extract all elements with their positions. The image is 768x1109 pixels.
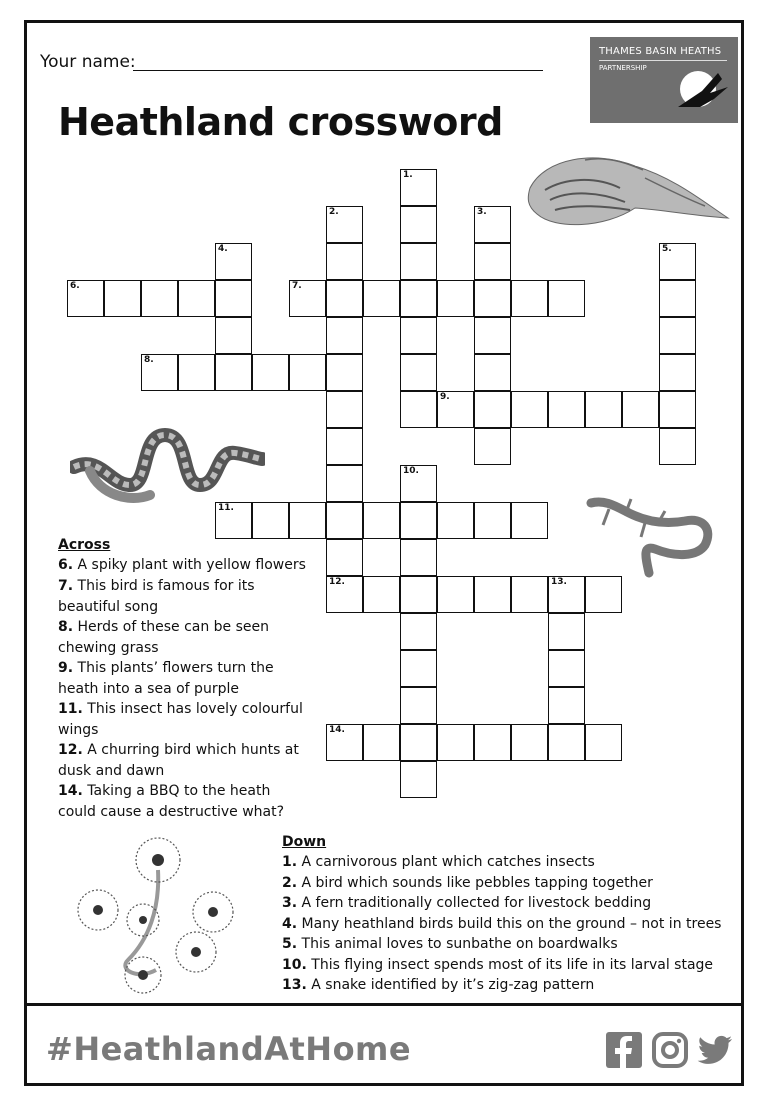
grid-cell[interactable] [326,317,363,354]
down-clue: 3. A fern traditionally collected for livestock bedding [282,895,652,911]
name-label: Your name: [40,52,136,72]
grid-cell[interactable] [474,576,511,613]
grid-cell[interactable] [511,280,548,317]
grid-cell[interactable] [289,280,326,317]
grid-cell[interactable] [511,502,548,539]
grid-cell[interactable] [326,576,363,613]
across-clue: 14. Taking a BBQ to the heath could cause a destructive what? [58,783,285,820]
grid-cell[interactable] [474,502,511,539]
clue-number: 10. [403,466,419,476]
grid-cell[interactable] [104,280,141,317]
grid-cell[interactable] [252,502,289,539]
clue-number: 4. [218,244,228,254]
grid-cell[interactable] [400,687,437,724]
logo-divider [599,60,727,61]
grid-cell[interactable] [252,354,289,391]
grid-cell[interactable] [437,280,474,317]
grid-cell[interactable] [585,724,622,761]
grid-cell[interactable] [400,280,437,317]
across-clue: 8. Herds of these can be seen chewing grass [58,619,270,656]
grid-cell[interactable] [474,317,511,354]
grid-cell[interactable] [215,317,252,354]
clue-number: 8. [144,355,154,365]
grid-cell[interactable] [400,391,437,428]
grid-cell[interactable] [400,613,437,650]
grid-cell[interactable] [363,502,400,539]
grid-cell[interactable] [548,576,585,613]
grid-cell[interactable] [659,317,696,354]
grid-cell[interactable] [141,280,178,317]
grid-cell[interactable] [326,280,363,317]
clue-number: 7. [292,281,302,291]
grid-cell[interactable] [511,391,548,428]
grid-cell[interactable] [511,576,548,613]
grid-cell[interactable] [215,354,252,391]
grid-cell[interactable] [400,243,437,280]
grid-cell[interactable] [548,280,585,317]
grid-cell[interactable] [326,465,363,502]
clue-number: 1. [403,170,413,180]
grid-cell[interactable] [659,354,696,391]
down-clue: 2. A bird which sounds like pebbles tapping together [282,875,653,891]
instagram-icon[interactable] [652,1032,688,1068]
clue-number: 13. [551,577,567,587]
grid-cell[interactable] [326,391,363,428]
grid-cell[interactable] [178,354,215,391]
logo-subtitle: PARTNERSHIP [599,64,647,72]
grid-cell[interactable] [400,354,437,391]
grid-cell[interactable] [326,354,363,391]
grid-cell[interactable] [659,280,696,317]
bird-illustration [525,148,730,228]
grid-cell[interactable] [363,724,400,761]
grid-cell[interactable] [474,206,511,243]
grid-cell[interactable] [474,243,511,280]
grid-cell[interactable] [511,724,548,761]
grid-cell[interactable] [289,354,326,391]
footer-divider [24,1003,744,1006]
grid-cell[interactable] [548,724,585,761]
grid-cell[interactable] [326,502,363,539]
grid-cell[interactable] [585,576,622,613]
grid-cell[interactable] [400,317,437,354]
grid-cell[interactable] [659,243,696,280]
grid-cell[interactable] [548,650,585,687]
across-heading: Across [58,537,111,553]
grid-cell[interactable] [400,169,437,206]
across-clue: 9. This plants’ flowers turn the heath into a sea of purple [58,660,274,697]
grid-cell[interactable] [548,391,585,428]
across-clue: 7. This bird is famous for its beautiful song [58,578,255,615]
grid-cell[interactable] [474,391,511,428]
clue-number: 2. [329,207,339,217]
grid-cell[interactable] [548,687,585,724]
clue-number: 11. [218,503,234,513]
across-clue: 11. This insect has lovely colourful wings [58,701,303,738]
grid-cell[interactable] [437,576,474,613]
down-clue: 1. A carnivorous plant which catches insects [282,854,595,870]
partnership-logo [590,37,738,123]
snake-illustration [70,415,265,505]
clue-number: 12. [329,577,345,587]
grid-cell[interactable] [437,391,474,428]
grid-cell[interactable] [400,761,437,798]
grid-cell[interactable] [178,280,215,317]
grid-cell[interactable] [326,539,363,576]
twitter-icon[interactable] [697,1032,733,1068]
grid-cell[interactable] [215,243,252,280]
grid-cell[interactable] [400,724,437,761]
down-clue: 10. This flying insect spends most of its life in its larval stage [282,957,714,973]
grid-cell[interactable] [474,428,511,465]
down-clue: 5. This animal loves to sunbathe on boardwalks [282,936,618,952]
clue-number: 5. [662,244,672,254]
grid-cell[interactable] [659,391,696,428]
grid-cell[interactable] [659,428,696,465]
grid-cell[interactable] [437,502,474,539]
grid-cell[interactable] [363,576,400,613]
down-clue: 4. Many heathland birds build this on the ground – not in trees [282,916,722,932]
clue-number: 6. [70,281,80,291]
grid-cell[interactable] [141,354,178,391]
grid-cell[interactable] [474,280,511,317]
down-clue: 13. A snake identified by it’s zig-zag pattern [282,977,595,993]
grid-cell[interactable] [474,354,511,391]
grid-cell[interactable] [215,280,252,317]
clue-number: 9. [440,392,450,402]
grid-cell[interactable] [474,724,511,761]
down-heading: Down [282,834,327,850]
grid-cell[interactable] [67,280,104,317]
grid-cell[interactable] [363,280,400,317]
grid-cell[interactable] [585,391,622,428]
name-input-line[interactable] [133,70,543,71]
grid-cell[interactable] [326,243,363,280]
grid-cell[interactable] [400,465,437,502]
clue-number: 14. [329,725,345,735]
grid-cell[interactable] [400,539,437,576]
grid-cell[interactable] [622,391,659,428]
grid-cell[interactable] [437,724,474,761]
grid-cell[interactable] [326,206,363,243]
grid-cell[interactable] [400,502,437,539]
grid-cell[interactable] [400,576,437,613]
grid-cell[interactable] [400,206,437,243]
across-clue: 6. A spiky plant with yellow flowers [58,557,306,573]
lizard-illustration [585,495,715,585]
grid-cell[interactable] [215,502,252,539]
logo-title: THAMES BASIN HEATHS [599,46,722,57]
facebook-icon[interactable] [606,1032,642,1068]
sundew-illustration [68,830,238,995]
grid-cell[interactable] [289,502,326,539]
grid-cell[interactable] [548,613,585,650]
grid-cell[interactable] [326,724,363,761]
page-title: Heathland crossword [58,100,503,144]
clue-number: 3. [477,207,487,217]
across-clue: 12. A churring bird which hunts at dusk and dawn [58,742,299,779]
grid-cell[interactable] [326,428,363,465]
hashtag-footer: #HeathlandAtHome [46,1030,412,1068]
grid-cell[interactable] [400,650,437,687]
